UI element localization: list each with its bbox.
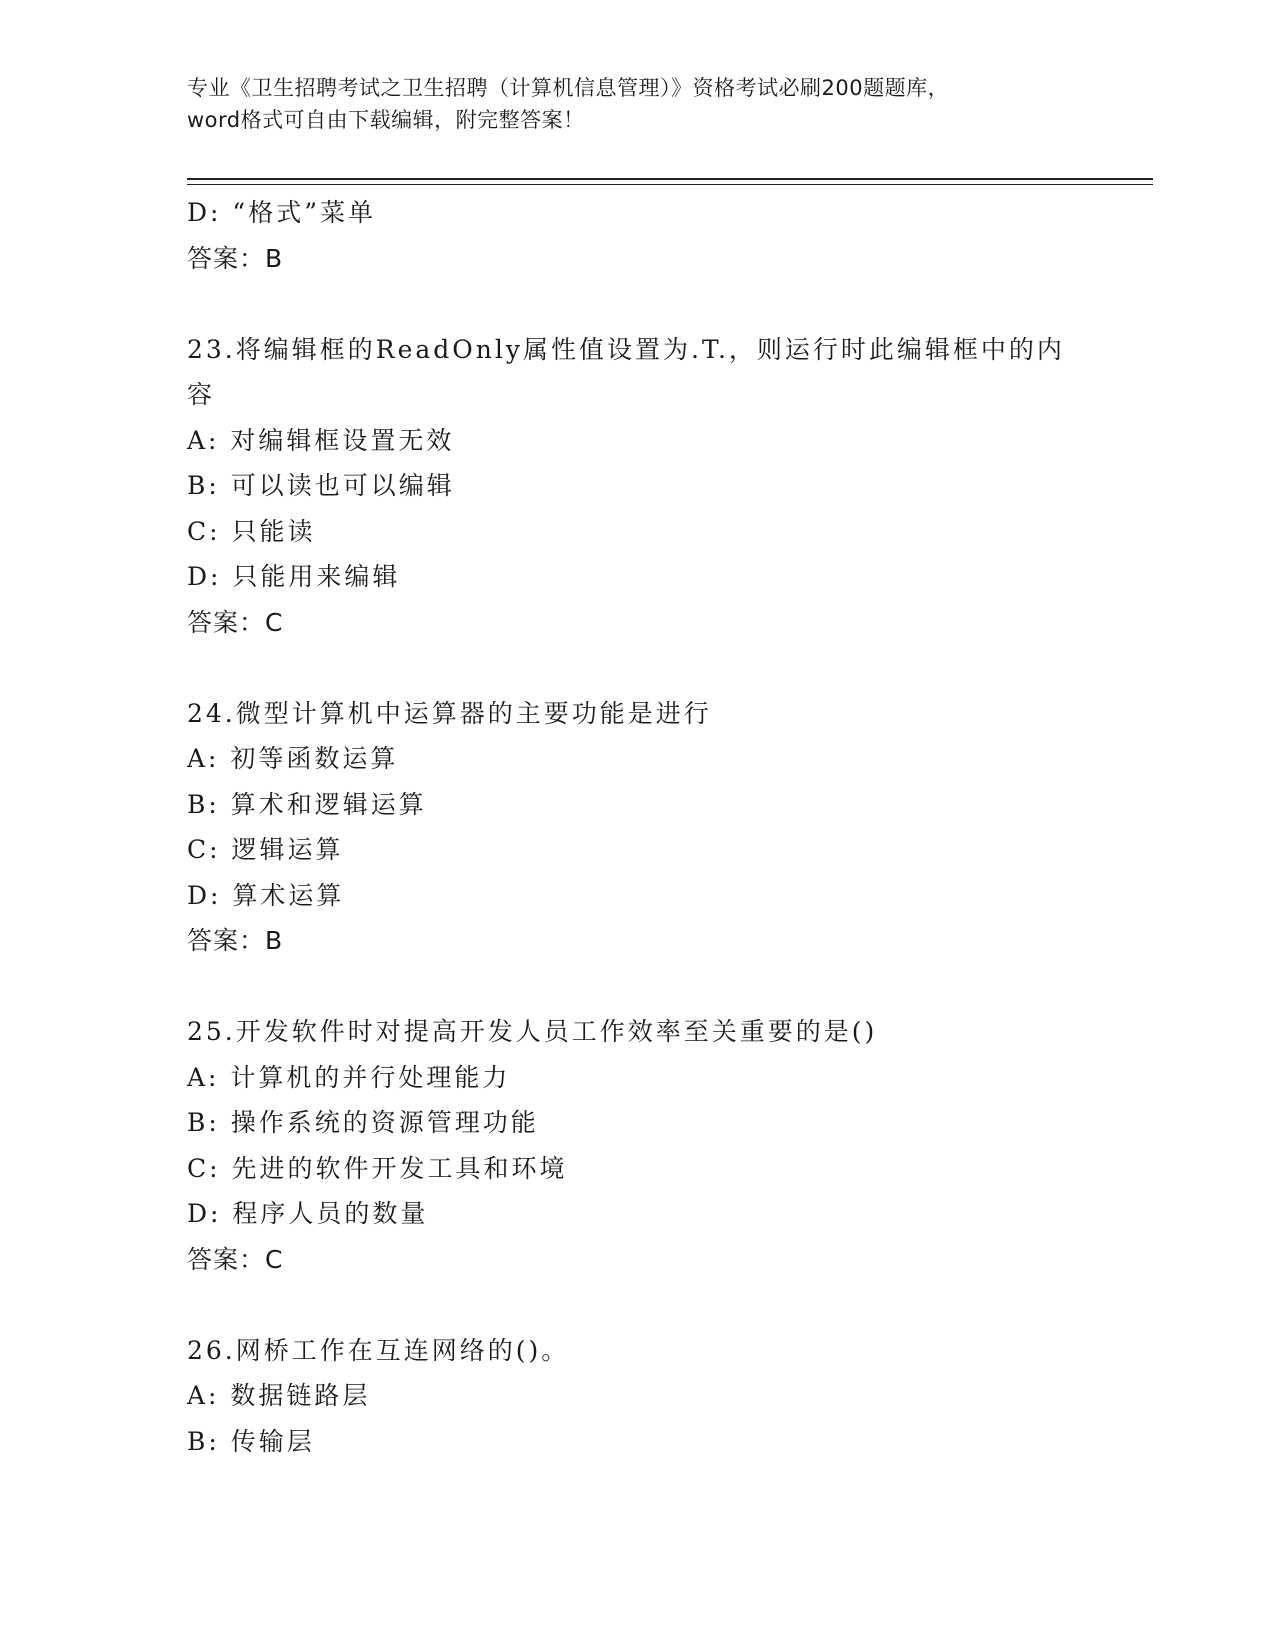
question-25 (187, 1009, 1087, 1282)
header-line-2: word格式可自由下载编辑，附完整答案！ (187, 108, 585, 132)
option-a: A: 计算机的并行处理能力 (187, 1062, 511, 1092)
option-a: A: 数据链路层 (187, 1381, 371, 1410)
option-d: D: 只能用来编辑 (187, 562, 401, 591)
spacer (187, 281, 1087, 327)
answer: 答案：C (187, 607, 284, 637)
option-c: C: 先进的软件开发工具和环境 (187, 1153, 568, 1183)
prev-option-d: D: “格式”菜单 (187, 198, 376, 227)
prev-answer: 答案：B (187, 243, 284, 273)
header-divider-thick (187, 178, 1153, 180)
option-a: A: 对编辑框设置无效 (187, 425, 455, 455)
question-stem: 24.微型计算机中运算器的主要功能是进行 (187, 698, 712, 728)
option-d: D: 程序人员的数量 (187, 1199, 429, 1228)
option-b: B: 可以读也可以编辑 (187, 471, 455, 500)
option-b: B: 算术和逻辑运算 (187, 789, 427, 819)
spacer (187, 964, 1087, 1010)
question-stem: 25.开发软件时对提高开发人员工作效率至关重要的是() (187, 1017, 878, 1046)
option-a: A: 初等函数运算 (187, 744, 399, 773)
spacer (187, 645, 1087, 691)
question-26 (187, 1328, 1087, 1465)
option-c: C: 逻辑运算 (187, 835, 344, 864)
option-d: D: 算术运算 (187, 880, 345, 910)
question-stem: 23.将编辑框的ReadOnly属性值设置为.T.，则运行时此编辑框中的内 (187, 334, 1065, 364)
document-header (187, 72, 1087, 136)
header-divider-thin (187, 184, 1153, 185)
question-23 (187, 327, 1087, 646)
option-b: B: 操作系统的资源管理功能 (187, 1108, 539, 1137)
header-line-1: 专业《卫生招聘考试之卫生招聘（计算机信息管理）》资格考试必刷200题题库， (187, 76, 950, 100)
answer: 答案：B (187, 926, 284, 955)
question-stem: 26.网桥工作在互连网络的()。 (187, 1335, 570, 1365)
question-list (187, 190, 1087, 1464)
answer: 答案：C (187, 1244, 284, 1274)
option-c: C: 只能读 (187, 516, 316, 546)
spacer (187, 1282, 1087, 1328)
question-24 (187, 691, 1087, 964)
option-b: B: 传输层 (187, 1426, 315, 1456)
question-stem-cont: 容 (187, 380, 216, 409)
